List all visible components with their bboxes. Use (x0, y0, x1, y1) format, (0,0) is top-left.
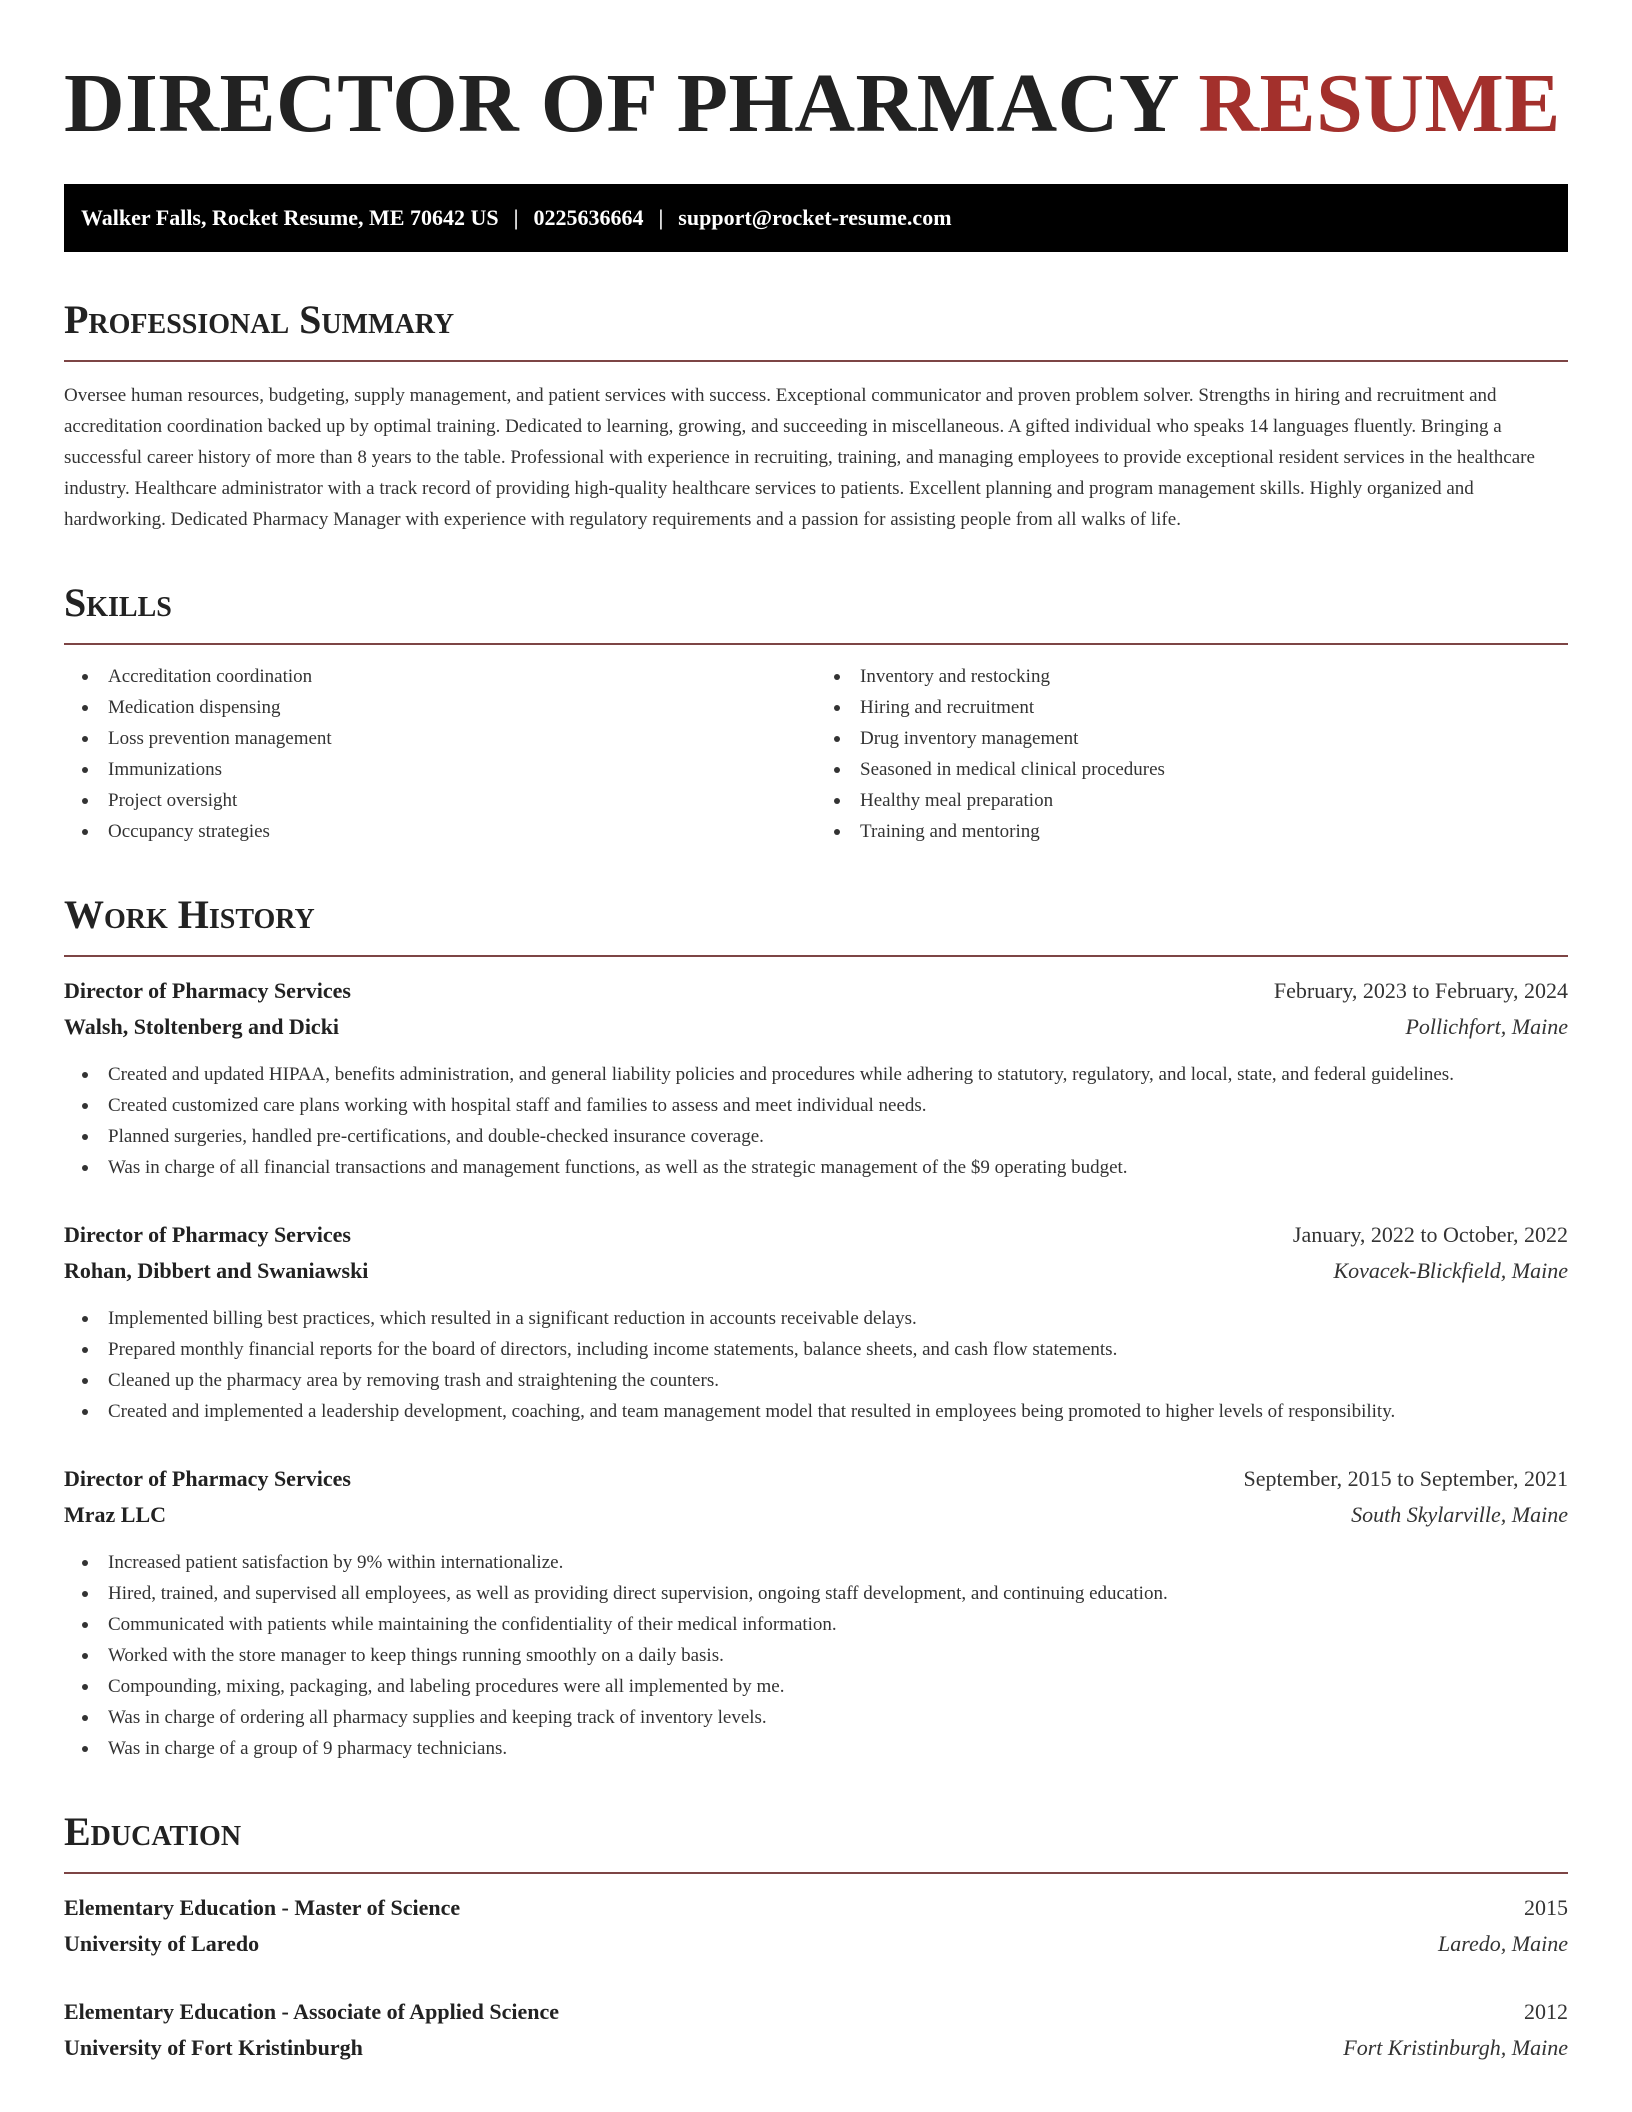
education-section (64, 1806, 1568, 2066)
job-bullet: Communicated with patients while maintaining the confidentiality of their medical information. (108, 1609, 1568, 1640)
job-company: Rohan, Dibbert and Swaniawski (64, 1258, 369, 1283)
job-entry (64, 1217, 1568, 1427)
job-dates: January, 2022 to October, 2022 (1292, 1222, 1568, 1247)
contact-email: support@rocket-resume.com (678, 205, 952, 230)
skill-item: Inventory and restocking (860, 661, 1568, 692)
job-bullet: Increased patient satisfaction by 9% within internationalize. (108, 1547, 1568, 1578)
job-entry (64, 1461, 1568, 1764)
skills-list-left (64, 661, 816, 847)
job-entry (64, 973, 1568, 1183)
job-company-row (64, 1497, 1568, 1533)
job-location: South Skylarville, Maine (1351, 1502, 1568, 1527)
skill-item: Seasoned in medical clinical procedures (860, 754, 1568, 785)
education-degree-row (64, 1994, 1568, 2030)
job-company: Mraz LLC (64, 1502, 167, 1527)
job-bullets (64, 1303, 1568, 1427)
job-company-row (64, 1253, 1568, 1289)
job-bullet: Created and implemented a leadership development, coaching, and team management model that resulted in employees being promoted to higher levels of responsibility. (108, 1396, 1568, 1427)
job-dates: September, 2015 to September, 2021 (1243, 1466, 1568, 1491)
skill-item: Project oversight (108, 785, 816, 816)
job-bullet: Hired, trained, and supervised all employees, as well as providing direct supervision, ongoing staff development, and continuing education. (108, 1578, 1568, 1609)
education-location: Fort Kristinburgh, Maine (1343, 2035, 1568, 2060)
job-bullet: Created customized care plans working with hospital staff and families to assess and meet individual needs. (108, 1090, 1568, 1121)
skills-list-right (816, 661, 1568, 847)
job-bullet: Was in charge of ordering all pharmacy supplies and keeping track of inventory levels. (108, 1702, 1568, 1733)
skill-item: Loss prevention management (108, 723, 816, 754)
education-entry (64, 1890, 1568, 1962)
job-header-row (64, 1461, 1568, 1497)
skill-item: Accreditation coordination (108, 661, 816, 692)
job-bullets (64, 1059, 1568, 1183)
job-title: Director of Pharmacy Services (64, 978, 351, 1003)
education-entry (64, 1994, 1568, 2066)
job-bullet: Planned surgeries, handled pre-certifications, and double-checked insurance coverage. (108, 1121, 1568, 1152)
summary-text: Oversee human resources, budgeting, supply management, and patient services with success. Exceptional communicator and proven problem solver. Strengths in hiring and recruitment and accreditation coordination backed up by optimal training. Dedicated to learning, growing, and succeeding in miscellaneous. A gifted individual who speaks 14 languages fluently. Bringing a successful career history of more than 8 years to the table. Professional with experience in recruiting, training, and managing employees to provide exceptional resident services in the healthcare industry. Healthcare administrator with a track record of providing high-quality healthcare services to patients. Excellent planning and program management skills. Highly organized and hardworking. Dedicated Pharmacy Manager with experience with regulatory requirements and a passion for assisting people from all walks of life. (64, 385, 1535, 530)
resume-title (64, 56, 1568, 152)
skills-section (64, 577, 1568, 847)
contact-separator: | (513, 205, 519, 230)
education-degree: Elementary Education - Master of Science (64, 1895, 461, 1920)
education-location: Laredo, Maine (1438, 1931, 1568, 1956)
job-bullet: Was in charge of all financial transactions and management functions, as well as the strategic management of the $9 operating budget. (108, 1152, 1568, 1183)
job-header-row (64, 1217, 1568, 1253)
job-bullet: Implemented billing best practices, which resulted in a significant reduction in accounts receivable delays. (108, 1303, 1568, 1334)
education-year: 2015 (1524, 1895, 1568, 1920)
skill-item: Medication dispensing (108, 692, 816, 723)
summary-section (64, 294, 1568, 535)
education-school-row (64, 2030, 1568, 2066)
job-header-row (64, 973, 1568, 1009)
education-school-row (64, 1926, 1568, 1962)
job-bullet: Was in charge of a group of 9 pharmacy technicians. (108, 1733, 1568, 1764)
job-bullet: Prepared monthly financial reports for the board of directors, including income statements, balance sheets, and cash flow statements. (108, 1334, 1568, 1365)
skill-item: Healthy meal preparation (860, 785, 1568, 816)
skill-item: Occupancy strategies (108, 816, 816, 847)
contact-phone: 0225636664 (533, 205, 644, 230)
job-bullet: Cleaned up the pharmacy area by removing trash and straightening the counters. (108, 1365, 1568, 1396)
work-heading: Work History (64, 889, 1568, 957)
summary-heading: Professional Summary (64, 294, 1568, 362)
job-bullet: Compounding, mixing, packaging, and labeling procedures were all implemented by me. (108, 1671, 1568, 1702)
job-dates: February, 2023 to February, 2024 (1273, 978, 1568, 1003)
skill-item: Training and mentoring (860, 816, 1568, 847)
contact-separator: | (658, 205, 664, 230)
job-location: Pollichfort, Maine (1405, 1014, 1568, 1039)
skills-heading: Skills (64, 577, 1568, 645)
job-company: Walsh, Stoltenberg and Dicki (64, 1014, 340, 1039)
job-bullets (64, 1547, 1568, 1764)
contact-address: Walker Falls, Rocket Resume, ME 70642 US (81, 205, 499, 230)
education-school: University of Fort Kristinburgh (64, 2035, 363, 2060)
job-location: Kovacek-Blickfield, Maine (1333, 1258, 1568, 1283)
title-accent: RESUME (1198, 57, 1561, 150)
education-heading: Education (64, 1806, 1568, 1874)
skills-grid (64, 661, 1568, 847)
job-title: Director of Pharmacy Services (64, 1222, 351, 1247)
education-school: University of Laredo (64, 1931, 260, 1956)
job-bullet: Created and updated HIPAA, benefits administration, and general liability policies and procedures while adhering to statutory, regulatory, and local, state, and federal guidelines. (108, 1059, 1568, 1090)
contact-bar (64, 184, 1568, 252)
work-section (64, 889, 1568, 1764)
job-bullet: Worked with the store manager to keep things running smoothly on a daily basis. (108, 1640, 1568, 1671)
education-degree-row (64, 1890, 1568, 1926)
job-title: Director of Pharmacy Services (64, 1466, 351, 1491)
education-degree: Elementary Education - Associate of Applied Science (64, 1999, 559, 2024)
skill-item: Immunizations (108, 754, 816, 785)
skill-item: Hiring and recruitment (860, 692, 1568, 723)
job-company-row (64, 1009, 1568, 1045)
skill-item: Drug inventory management (860, 723, 1568, 754)
education-year: 2012 (1524, 1999, 1568, 2024)
title-main: DIRECTOR OF PHARMACY (64, 57, 1177, 150)
